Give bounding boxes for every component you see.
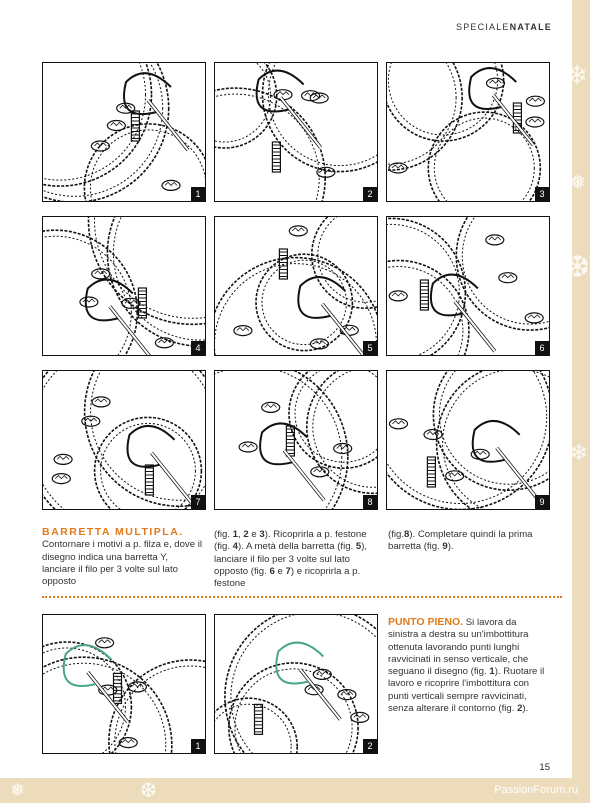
barretta-figure-9 — [386, 370, 550, 510]
barretta-col-3: (fig.8). Completare quindi la prima barretta (fig. 9). — [388, 529, 533, 553]
figure-number: 6 — [535, 341, 549, 355]
figure-number: 5 — [363, 341, 377, 355]
snowflake-icon: ❅ — [10, 780, 26, 800]
page-number: 15 — [539, 762, 550, 773]
barretta-text-1: Contornare i motivi a p. filza e, dove il disegno indica una barretta Y, lanciare il filo per 3 volte sul lato opposto — [42, 539, 202, 588]
snowflake-icon: ❄ — [569, 440, 588, 465]
barretta-figure-7 — [42, 370, 206, 510]
punto-pieno-figure-2 — [214, 614, 378, 754]
section-divider — [42, 596, 562, 598]
punto-pieno-text: PUNTO PIENO. Si lavora da sinistra a destra su un'imbottitura ottenuta lavorando punti lunghi ravvicinati in senso verticale, che seguano il disegno (fig. 1). Ruotare il lavoro e ricoprire l'imbottitura con punti verticali sempre ravvicinati, senza alterare il contorno (fig. 2). — [388, 616, 545, 715]
snowflake-icon: ❆ — [140, 780, 157, 802]
figure-number: 3 — [535, 187, 549, 201]
barretta-col-2: (fig. 1, 2 e 3). Ricoprirla a p. festone (fig. 4). A metà della barretta (fig. 5), lanciare il filo per 3 volte sul lato opposto (fig. 6 e 7) e ricoprirla a p. festone — [214, 529, 368, 590]
section-header: SPECIALENATALE — [456, 22, 552, 32]
figure-number: 8 — [363, 495, 377, 509]
barretta-figure-2 — [214, 62, 378, 202]
snowflake-icon: ❄ — [566, 60, 588, 90]
figure-number: 2 — [363, 187, 377, 201]
figure-number: 1 — [191, 739, 205, 753]
figure-number: 1 — [191, 187, 205, 201]
barretta-title: BARRETTA MULTIPLA. — [42, 526, 184, 538]
barretta-figure-3 — [386, 62, 550, 202]
punto-pieno-title: PUNTO PIENO. — [388, 616, 464, 628]
barretta-figure-6 — [386, 216, 550, 356]
figure-number: 4 — [191, 341, 205, 355]
snowflake-icon: ❅ — [569, 172, 586, 194]
barretta-figure-8 — [214, 370, 378, 510]
barretta-figure-4 — [42, 216, 206, 356]
snowflake-icon: ❆ — [564, 251, 590, 284]
barretta-figure-1 — [42, 62, 206, 202]
barretta-col-1 — [42, 526, 202, 588]
watermark: PassionForum.ru — [494, 784, 578, 796]
punto-pieno-figure-1 — [42, 614, 206, 754]
figure-number: 2 — [363, 739, 377, 753]
barretta-figure-5 — [214, 216, 378, 356]
figure-number: 7 — [191, 495, 205, 509]
figure-number: 9 — [535, 495, 549, 509]
